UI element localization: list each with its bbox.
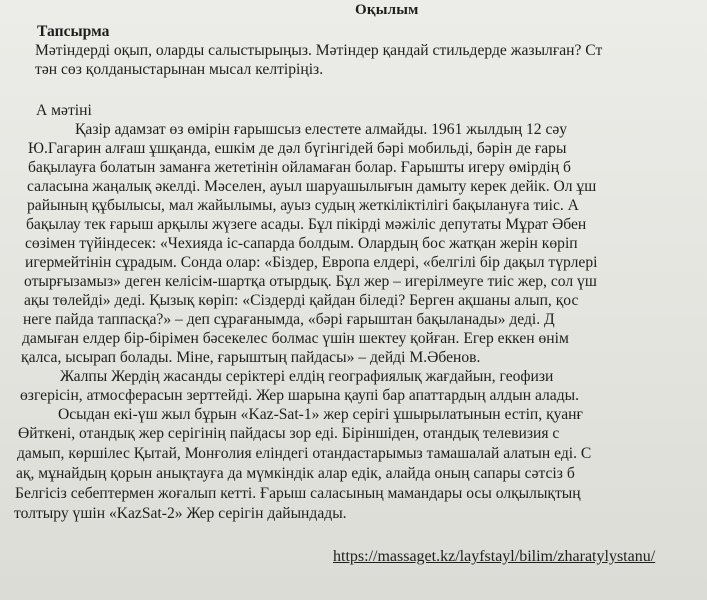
body-line: қалса, ысырап болады. Міне, ғарыштың пайдасы» – дейді М.Әбенов. [21, 349, 481, 366]
body-line: өзгерісін, атмосферасын зерттейді. Жер шарына қаупі бар апаттардың алдын алады. [20, 387, 580, 404]
body-line: игермейтінін сұрадым. Сонда олар: «Біздер, Европа елдері, «белгілі бір дақыл түрлері [25, 254, 598, 271]
task-line-2: тән сөз қолданыстарынан мысал келтіріңіз. [35, 61, 324, 78]
body-line: неге пайда таппасқа?» – деп сұрағанымда, «бәрі ғарыштан бақыланады» деді. Д [23, 311, 555, 328]
body-line: Белгісіз себептермен жоғалып кетті. Ғарыш саласының мамандары осы олқылықтың [15, 485, 581, 502]
body-line: райының құбылысы, мал жайылымы, ауыз судың жеткіліктілігі бақылануға тиіс. А [27, 197, 579, 214]
page-heading: Оқылым [355, 2, 419, 18]
body-line: дамыған елдер бір-бірімен бәсекелес болмас үшін шектеу қойған. Егер еккен өнім [22, 330, 569, 347]
body-line: саласына жаңалық әкелді. Мәселен, ауыл шаруашылығын дамыту керек дейік. Ол ұш [27, 178, 597, 195]
body-line: Осыдан екі-үш жыл бұрын «Kaz-Sat-1» жер серігі ұшырылатынын естіп, қуанғ [58, 406, 583, 423]
body-line: бақылау тек ғарыш арқылы жүзеге асады. Бұл пікірді мәжіліс депутаты Мұрат Әбен [26, 216, 587, 233]
body-line: Ю.Гагарин алғаш ұшқанда, ешкім де дәл бүгінгідей бәрі мобильді, бәрін де ғары [28, 140, 567, 157]
body-line: толтыру үшін «KazSat-2» Жер серігін дайындады. [14, 505, 347, 522]
body-line: бақылауға болатын заманға жететінін ойламаған болар. Ғарышты игеру өмірдің б [28, 159, 571, 176]
task-line-1: Мәтіндерді оқып, оларды салыстырыңыз. Мәтіндер қандай стильдерде жазылған? Ст [35, 42, 603, 59]
body-line: Жалпы Жердің жасанды серіктері елдің географиялық жағдайын, геофизи [60, 368, 554, 385]
body-line: Өйткені, отандық жер серігінің пайдасы зор еді. Біріншіден, отандық телевизия с [18, 425, 560, 442]
source-link[interactable]: https://massaget.kz/layfstayl/bilim/zharatylystanu/ [333, 548, 656, 565]
task-label: Тапсырма [37, 23, 110, 40]
body-line: отырғызамыз» деген келісім-шартқа отырдық. Бұл жер – игерілмеуге тиіс жер, сол үш [24, 273, 597, 290]
text-a-label: А мәтіні [36, 102, 92, 119]
body-line: Қазір адамзат өз өмірін ғарышсыз елестете алмайды. 1961 жылдың 12 сәу [75, 121, 568, 138]
body-line: ақы төлейді» деді. Қызық көріп: «Сіздерді қайдан біледі? Берген ақшаны алып, қос [24, 292, 579, 309]
body-line: ақ, мұнайдың қорын анықтауға да мүмкіндік алар едік, алайда оның сапары сәтсіз б [16, 465, 575, 482]
body-line: сөзімен түйіндесек: «Чехияда іс-сапарда болдым. Олардың бос жатқан жерін көріп [25, 235, 578, 252]
body-line: дамып, көршілес Қытай, Монғолия еліндегі отандастарымыз тамашалай алатын еді. С [17, 445, 592, 462]
